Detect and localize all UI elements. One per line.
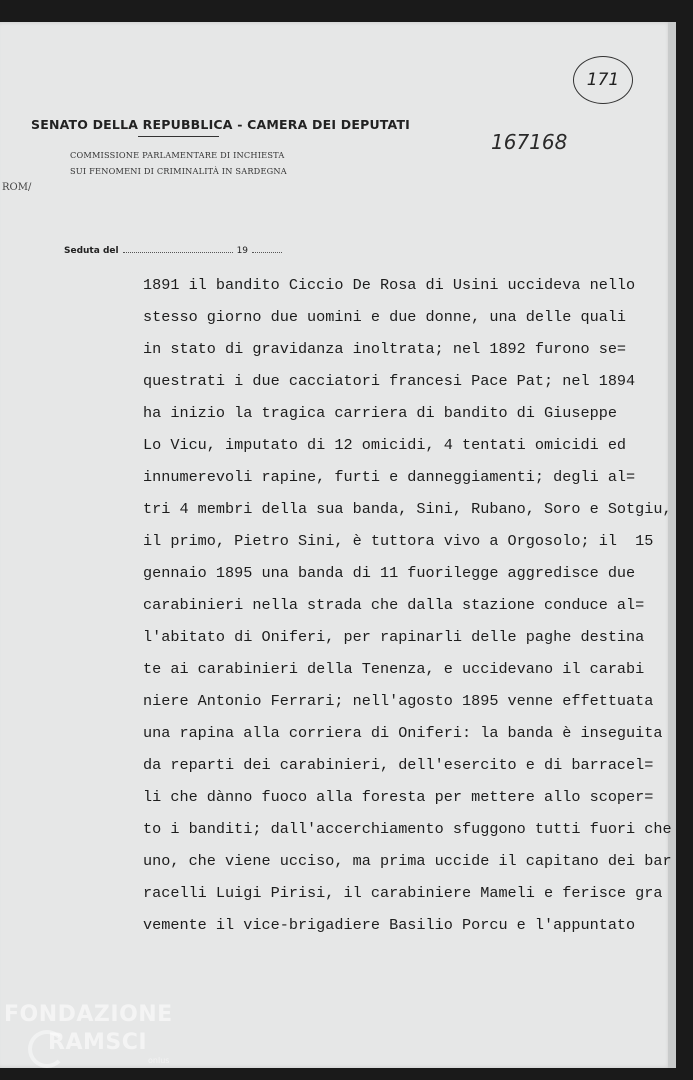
body-line: vemente il vice-brigadiere Basilio Porcu e l'appuntato — [143, 916, 636, 934]
body-line: questrati i due cacciatori francesi Pace Pat; nel 1894 — [143, 372, 636, 390]
body-line: gennaio 1895 una banda di 11 fuorilegge aggredisce due — [143, 564, 636, 582]
body-line: to i banditi; dall'accerchiamento sfuggono tutti fuori che — [143, 820, 672, 838]
header-rule — [138, 136, 219, 137]
body-line: una rapina alla corriera di Oniferi: la banda è inseguita — [143, 724, 663, 742]
seduta-year: 19 — [236, 246, 249, 256]
seduta-year-blank — [252, 252, 282, 253]
watermark-line-2: RAMSCI — [48, 1030, 148, 1055]
seduta-field — [64, 246, 282, 256]
body-line: 1891 il bandito Ciccio De Rosa di Usini uccideva nello — [143, 276, 636, 294]
body-line: in stato di gravidanza inoltrata; nel 1892 furono se= — [143, 340, 627, 358]
body-line: te ai carabinieri della Tenenza, e uccidevano il carabi — [143, 660, 645, 678]
body-line: racelli Luigi Pirisi, il carabiniere Mameli e ferisce gra — [143, 884, 663, 902]
commission-line-1: COMMISSIONE PARLAMENTARE DI INCHIESTA — [70, 150, 285, 160]
body-line: uno, che viene ucciso, ma prima uccide il capitano dei bar — [143, 852, 672, 870]
page-number-stamp — [573, 56, 633, 104]
body-line: Lo Vicu, imputato di 12 omicidi, 4 tentati omicidi ed — [143, 436, 627, 454]
margin-mark: ROM/ — [2, 182, 32, 193]
seduta-label: Seduta del — [64, 246, 119, 256]
body-line: stesso giorno due uomini e due donne, una delle quali — [143, 308, 627, 326]
header-title: SENATO DELLA REPUBBLICA - CAMERA DEI DEPUTATI — [31, 117, 411, 132]
watermark-suffix: onlus — [148, 1056, 170, 1065]
page-edge — [668, 22, 676, 1068]
body-line: niere Antonio Ferrari; nell'agosto 1895 venne effettuata — [143, 692, 654, 710]
body-line: innumerevoli rapine, furti e danneggiamenti; degli al= — [143, 468, 636, 486]
body-line: li che dànno fuoco alla foresta per mettere allo scoper= — [143, 788, 654, 806]
body-line: l'abitato di Oniferi, per rapinarli delle paghe destina — [143, 628, 645, 646]
body-line: tri 4 membri della sua banda, Sini, Rubano, Soro e Sotgiu, — [143, 500, 672, 518]
body-line: da reparti dei carabinieri, dell'esercito e di barracel= — [143, 756, 654, 774]
body-line: ha inizio la tragica carriera di bandito di Giuseppe — [143, 404, 617, 422]
watermark-line-1: FONDAZIONE — [4, 1002, 173, 1027]
body-line: il primo, Pietro Sini, è tuttora vivo a Orgosolo; il 15 — [143, 532, 654, 550]
document-number: 167168 — [491, 130, 568, 154]
seduta-date-blank — [123, 252, 233, 253]
page-number: 171 — [586, 70, 620, 90]
commission-line-2: SUI FENOMENI DI CRIMINALITÀ IN SARDEGNA — [70, 166, 287, 176]
body-line: carabinieri nella strada che dalla stazione conduce al= — [143, 596, 645, 614]
